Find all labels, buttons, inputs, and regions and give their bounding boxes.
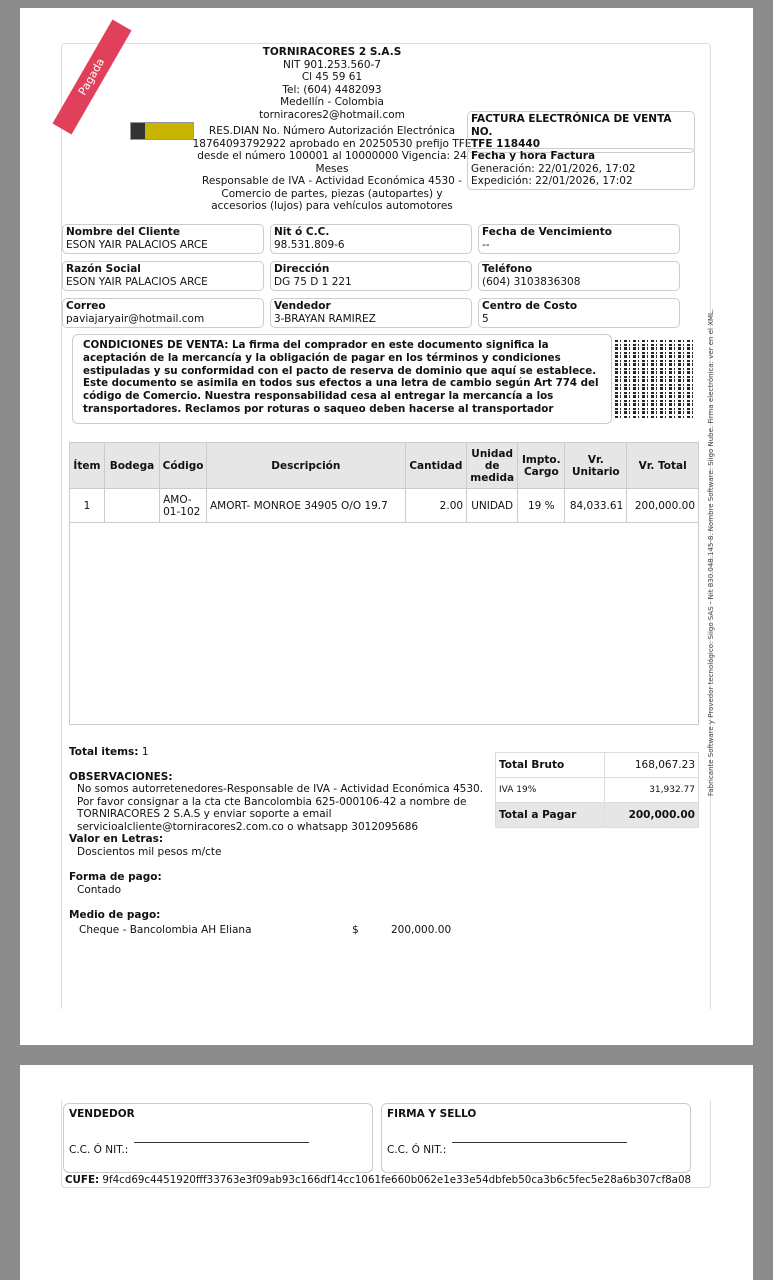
field-direcci-n [270,261,472,291]
generated-date: Generación: 22/01/2026, 17:02 [471,162,636,175]
field-label: Teléfono [482,263,533,275]
company-email: torniracores2@hotmail.com [259,108,405,121]
field-value: 5 [482,312,489,325]
observations-label: OBSERVACIONES: [69,770,173,783]
sale-conditions: CONDICIONES DE VENTA: La firma del comprador en este documento significa la aceptación de la mercancía y la obligación de pagar en los términos y condiciones estipuladas y su conformidad con el pacto de reserva de dominio que aquí se establece. Este documento se asimila en todos sus efectos a una letra de cambio según Art 774 del código de Comercio. Nuestra responsabilidad cesa al entregar la mercancía a los transportadores. Reclamos por roturas o saqueo deben hacerse al transportador [72,334,612,424]
field-value: 98.531.809-6 [274,238,345,251]
company-nit: NIT 901.253.560-7 [283,58,381,71]
field-value: ESON YAIR PALACIOS ARCE [66,238,208,251]
invoice-title: FACTURA ELECTRÓNICA DE VENTA NO. [471,113,672,138]
field-nombre-del-cliente [62,224,264,254]
summary [69,746,489,936]
payment-amount: 200,000.00 [391,923,452,936]
column-header: Ítem [70,443,105,489]
table-cell [104,489,159,523]
column-header: Descripción [206,443,405,489]
table-cell: 19 % [518,489,565,523]
issued-date: Expedición: 22/01/2026, 17:02 [471,175,633,187]
field-label: Vendedor [274,300,331,312]
payment-form-label: Forma de pago: [69,871,162,883]
letters-label: Valor en Letras: [69,833,164,845]
field-vendedor [270,298,472,328]
observations: No somos autorretenedores-Responsable de IVA - Actividad Económica 4530. Por favor consignar a la cta cte Bancolombia 625-000106-42 a nombre de TORNIRACORES 2 S.A.S y enviar soporte a email servicioalcliente@torniracores2.com.co o whatsapp 3012095686 [77,783,484,833]
company-address: Cl 45 59 61 [301,71,363,83]
cufe [65,1174,691,1186]
date-label: Fecha y hora Factura [471,150,596,162]
seller-label: VENDEDOR [69,1108,135,1120]
field-label: Centro de Costo [482,300,578,312]
table-cell: UNIDAD [467,489,518,523]
gross-value: 168,067.23 [604,753,698,778]
items-table [69,442,699,523]
invoice-date-box [467,148,695,190]
signature-line [134,1142,309,1143]
field-label: Razón Social [66,263,141,275]
stamp-label: FIRMA Y SELLO [387,1108,477,1120]
field-value: (604) 3103836308 [482,275,581,288]
company-activity: Responsable de IVA - Actividad Económica 4530 - Comercio de partes, piezas (autopartes) y accesorios (lujos) para vehículos automotores [202,175,462,212]
iva-label: IVA 19% [496,778,605,803]
column-header: Bodega [104,443,159,489]
column-header: Vr. Total [627,443,699,489]
seller-id-label: C.C. Ó NIT.: [69,1144,129,1156]
company-header [192,46,472,213]
table-cell: 84,033.61 [565,489,627,523]
field-fecha-de-vencimiento [478,224,680,254]
field-label: Fecha de Vencimiento [482,226,612,238]
total-items: 1 [141,746,149,758]
company-city: Medellín - Colombia [280,96,384,108]
field-value: -- [482,238,490,251]
invoice-page-2 [20,1065,753,1280]
iva-value: 31,932.77 [604,778,698,803]
column-header: Impto. Cargo [518,443,565,489]
field-label: Correo [66,300,106,312]
column-header: Cantidad [405,443,466,489]
table-row [70,489,699,523]
field-centro-de-costo [478,298,680,328]
total-pay-label: Total a Pagar [496,803,605,828]
items-table-empty-area [69,522,699,725]
field-label: Nit ó C.C. [274,226,330,238]
gross-label: Total Bruto [496,753,605,778]
field-label: Nombre del Cliente [66,226,180,238]
seller-signature-box [63,1103,373,1173]
stamp-signature-box [381,1103,691,1173]
invoice-number-box [467,111,695,153]
company-name: TORNIRACORES 2 S.A.S [262,46,402,58]
cufe-label: CUFE: [65,1174,100,1186]
table-cell: 1 [70,489,105,523]
field-nit-c-c- [270,224,472,254]
payment-method: Cheque - Bancolombia AH Eliana [79,923,252,936]
invoice-page-1 [20,8,753,1045]
field-value: ESON YAIR PALACIOS ARCE [66,275,208,288]
invoice-number: TFE 118440 [471,138,540,150]
field-raz-n-social [62,261,264,291]
total-items-label: Total items: [69,746,139,758]
table-cell: 2.00 [405,489,466,523]
field-value: 3-BRAYAN RAMIREZ [274,312,376,325]
signature-line [452,1142,627,1143]
column-header: Código [160,443,207,489]
field-label: Dirección [274,263,330,275]
table-cell: AMORT- MONROE 34905 O/O 19.7 [206,489,405,523]
qr-code [615,340,693,418]
stamp-id-label: C.C. Ó NIT.: [387,1144,447,1156]
field-value: DG 75 D 1 221 [274,275,352,288]
payment-currency: $ [352,923,359,936]
totals-table [495,752,699,828]
field-value: paviajaryair@hotmail.com [66,312,205,325]
software-provider-text: Fabricante Software y Provedor tecnológico: Siigo SAS - Nit 830.048.145-8. Nombre Software: Siigo Nube. Firma electrónica: ver en el XML. [707,308,715,796]
paid-ribbon: Pagada [52,20,131,135]
table-cell: 200,000.00 [627,489,699,523]
invoice-document [61,43,715,1009]
total-pay-value: 200,000.00 [604,803,698,828]
company-logo [130,122,194,140]
field-correo [62,298,264,328]
company-phone: Tel: (604) 4482093 [282,83,382,96]
field-tel-fono [478,261,680,291]
payment-form: Contado [77,883,122,896]
payment-method-label: Medio de pago: [69,909,161,921]
cufe-value: 9f4cd69c4451920fff33763e3f09ab93c166df14cc1061fe660b062e1e33e54dbfeb50ca3b6c5fec5e28a6b307cf8a08 [102,1174,692,1186]
letters-value: Doscientos mil pesos m/cte [77,845,222,858]
table-cell: AMO-01-102 [160,489,207,523]
company-resolution: RES.DIAN No. Número Autorización Electrónica 18764093792922 aprobado en 20250530 prefijo TFE desde el número 100001 al 10000000 Vigencia: 24 Meses [192,125,472,175]
column-header: Unidad de medida [467,443,518,489]
column-header: Vr. Unitario [565,443,627,489]
